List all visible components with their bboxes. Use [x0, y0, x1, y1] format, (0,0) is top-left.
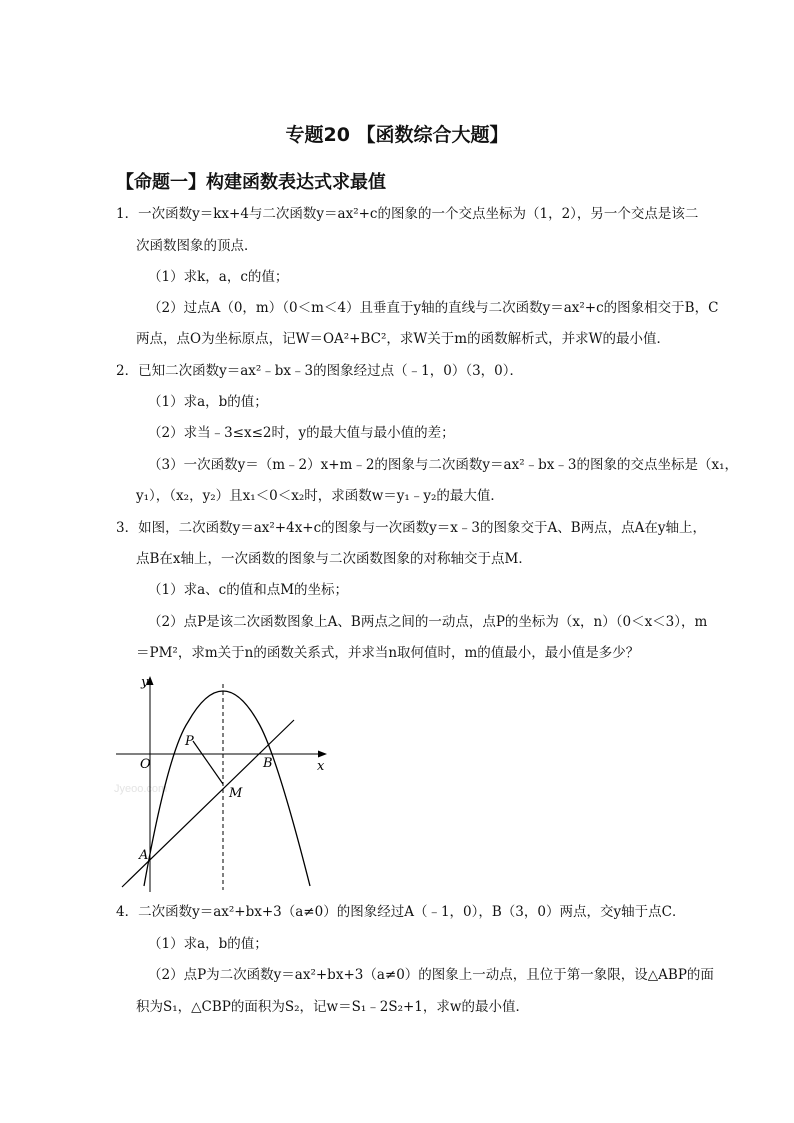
page-title: 专题20 【函数综合大题】 — [285, 124, 509, 146]
label-y: y — [141, 675, 149, 690]
problem-3-part-1: （1）求a、c的值和点M的坐标； — [148, 582, 349, 598]
problem-2-part-3-cont: y₁），（x₂，y₂）且x₁＜0＜x₂时，求函数w＝y₁﹣y₂的最大值． — [136, 488, 504, 504]
problem-3-figure — [108, 672, 338, 894]
problem-1-part-2: （2）过点A（0，m）（0＜m＜4）且垂直于y轴的直线与二次函数y＝ax²+c的图象相交于B，C — [148, 300, 719, 316]
problem-1-line-2: 次函数图象的顶点． — [136, 238, 258, 254]
problem-1-part-2-cont: 两点，点O为坐标原点，记W＝OA²+BC²，求W关于m的函数解析式，并求W的最小值． — [136, 331, 670, 347]
problem-2-part-1: （1）求a，b的值； — [148, 394, 268, 410]
parabola — [144, 691, 310, 886]
label-x: x — [317, 759, 325, 774]
label-origin: O — [140, 757, 151, 772]
problem-3-part-2: （2）点P是该二次函数图象上A、B两点之间的一动点，点P的坐标为（x，n）（0＜x＜3），m — [148, 614, 708, 630]
problem-3-line-1: 3．如图，二次函数y＝ax²+4x+c的图象与一次函数y＝x﹣3的图象交于A、B两点，点A在y轴上， — [116, 520, 707, 536]
label-b: B — [263, 756, 273, 771]
section-heading: 【命题一】构建函数表达式求最值 — [116, 172, 386, 193]
x-axis-arrow — [318, 751, 327, 758]
problem-4-part-2-cont: 积为S₁，△CBP的面积为S₂，记w＝S₁﹣2S₂+1，求w的最小值． — [136, 999, 529, 1015]
problem-3-part-2-cont: ＝PM²，求m关于n的函数关系式，并求当n取何值时，m的值最小，最小值是多少？ — [136, 645, 640, 661]
label-p: P — [185, 734, 194, 749]
problem-4-part-1: （1）求a，b的值； — [148, 936, 268, 952]
problem-2-part-2: （2）求当﹣3≤x≤2时，y的最大值与最小值的差； — [148, 425, 455, 441]
problem-1-line-1: 1．一次函数y＝kx+4与二次函数y＝ax²+c的图象的一个交点坐标为（1，2），另一个交点是该二 — [116, 206, 699, 222]
problem-4-line-1: 4．二次函数y＝ax²+bx+3（a≠0）的图象经过A（﹣1，0），B（3，0）两点，交y轴于点C． — [116, 904, 686, 920]
label-a: A — [139, 848, 149, 863]
problem-1-part-1: （1）求k，a，c的值； — [148, 269, 289, 285]
problem-4-part-2: （2）点P为二次函数y＝ax²+bx+3（a≠0）的图象上一动点，且位于第一象限，设△ABP的面 — [148, 967, 714, 983]
figure-watermark: Jyeoo.com — [114, 783, 168, 795]
segment-pm — [193, 741, 223, 784]
label-m: M — [229, 786, 243, 801]
problem-2-line-1: 2．已知二次函数y＝ax²﹣bx﹣3的图象经过点（﹣1，0）（3，0）． — [116, 363, 523, 379]
problem-3-line-2: 点B在x轴上，一次函数的图象与二次函数图象的对称轴交于点M． — [136, 551, 532, 567]
problem-2-part-3: （3）一次函数y＝（m﹣2）x+m﹣2的图象与二次函数y＝ax²﹣bx﹣3的图象的交点坐标是（x₁， — [148, 457, 738, 473]
